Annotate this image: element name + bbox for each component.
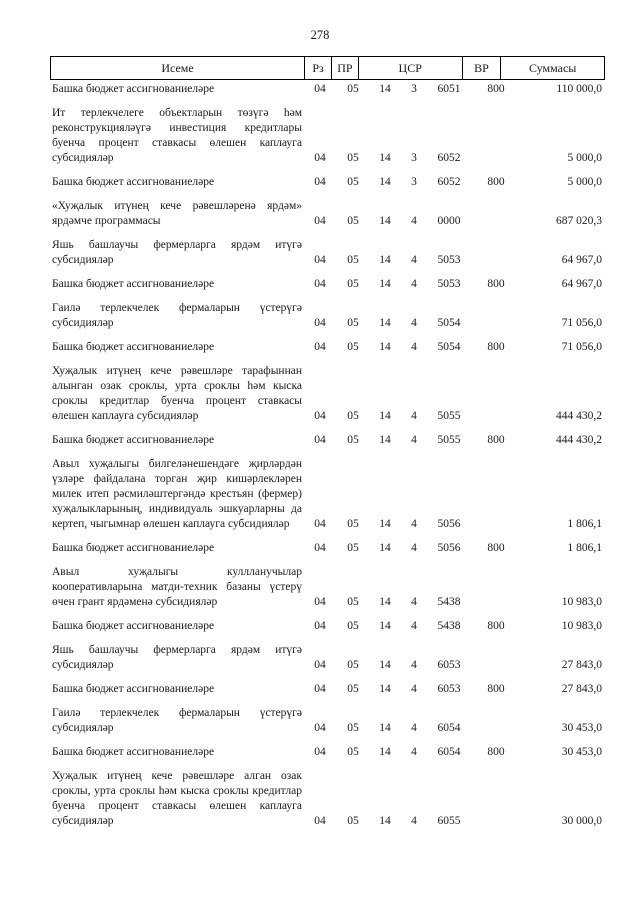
table-row (52, 619, 602, 634)
row-csr-2: 4 (411, 410, 417, 422)
row-csr-2: 4 (411, 722, 417, 734)
row-rz: 04 (314, 620, 326, 632)
row-csr-3: 5053 (437, 278, 461, 290)
row-rz: 04 (314, 746, 326, 758)
row-name: Ит терлекчелеге объектларын төзүгә һәм реконструкцияләүгә инвестиция кредитлары буенча процент ставкасы өлешен каплауга субсидияләр (52, 107, 302, 164)
row-rz: 04 (314, 683, 326, 695)
row-vr: 800 (487, 746, 505, 758)
row-pr: 05 (347, 176, 359, 188)
row-csr-1: 14 (379, 683, 391, 695)
row-pr: 05 (347, 410, 359, 422)
row-sum: 30 453,0 (561, 722, 602, 734)
row-csr-3: 6055 (437, 815, 461, 827)
row-sum: 5 000,0 (567, 176, 602, 188)
row-name: Башка бюджет ассигнованиеләре (52, 434, 215, 446)
row-csr-1: 14 (379, 152, 391, 164)
row-csr-3: 5055 (437, 434, 461, 446)
row-name: Башка бюджет ассигнованиеләре (52, 278, 215, 290)
table-row (52, 364, 602, 424)
row-pr: 05 (347, 152, 359, 164)
row-name: Яшь башлаучы фермерларга ярдәм итүгә субсидияләр (52, 644, 302, 671)
row-csr-1: 14 (379, 215, 391, 227)
row-pr: 05 (347, 815, 359, 827)
row-csr-2: 4 (411, 278, 417, 290)
row-sum: 27 843,0 (561, 683, 602, 695)
row-csr-2: 4 (411, 746, 417, 758)
header-csr: ЦСР (359, 57, 463, 79)
row-csr-3: 6054 (437, 722, 461, 734)
row-pr: 05 (347, 596, 359, 608)
table-row (52, 277, 602, 292)
row-pr: 05 (347, 341, 359, 353)
row-name: Хуҗалык итүнең кече рәвешләре тарафыннан алынган озак сроклы, урта сроклы һәм кыска сроклы кредитлар буенча процент ставкасы өлешен каплауга субсидияләр (52, 365, 302, 422)
row-sum: 687 020,3 (556, 215, 602, 227)
page-number: 278 (310, 28, 330, 42)
row-sum: 1 806,1 (567, 518, 602, 530)
table-row (52, 433, 602, 448)
table-row (52, 541, 602, 556)
row-name: Башка бюджет ассигнованиеләре (52, 176, 215, 188)
row-pr: 05 (347, 317, 359, 329)
row-sum: 64 967,0 (561, 254, 602, 266)
row-csr-1: 14 (379, 83, 391, 95)
row-csr-1: 14 (379, 341, 391, 353)
row-sum: 444 430,2 (556, 434, 602, 446)
row-rz: 04 (314, 659, 326, 671)
row-vr: 800 (487, 176, 505, 188)
row-csr-2: 4 (411, 215, 417, 227)
row-csr-1: 14 (379, 815, 391, 827)
row-pr: 05 (347, 683, 359, 695)
header-sum: Суммасы (529, 60, 577, 75)
row-csr-1: 14 (379, 746, 391, 758)
row-name: Гаилә терлекчелек фермаларын үстерүгә субсидияләр (52, 302, 302, 329)
table-row (52, 769, 602, 829)
row-vr: 800 (487, 434, 505, 446)
row-vr: 800 (487, 683, 505, 695)
header-vr: ВР (463, 57, 502, 79)
row-pr: 05 (347, 746, 359, 758)
row-csr-1: 14 (379, 722, 391, 734)
row-sum: 71 056,0 (561, 317, 602, 329)
row-rz: 04 (314, 434, 326, 446)
row-pr: 05 (347, 254, 359, 266)
row-csr-3: 6054 (437, 746, 461, 758)
row-csr-3: 6052 (437, 152, 461, 164)
table-row (52, 682, 602, 697)
row-name: Башка бюджет ассигнованиеләре (52, 746, 215, 758)
row-csr-1: 14 (379, 410, 391, 422)
row-csr-3: 0000 (437, 215, 461, 227)
table-row (52, 706, 602, 736)
row-csr-2: 3 (411, 152, 417, 164)
row-pr: 05 (347, 659, 359, 671)
row-csr-1: 14 (379, 659, 391, 671)
row-rz: 04 (314, 83, 326, 95)
row-rz: 04 (314, 722, 326, 734)
table-row (52, 643, 602, 673)
row-csr-2: 4 (411, 434, 417, 446)
row-vr: 800 (487, 620, 505, 632)
row-csr-3: 5055 (437, 410, 461, 422)
row-vr: 800 (487, 278, 505, 290)
row-pr: 05 (347, 620, 359, 632)
row-csr-1: 14 (379, 620, 391, 632)
table-body (52, 82, 602, 838)
row-csr-1: 14 (379, 596, 391, 608)
row-csr-2: 4 (411, 254, 417, 266)
row-vr: 800 (487, 83, 505, 95)
row-name: Башка бюджет ассигнованиеләре (52, 83, 215, 95)
row-name: «Хуҗалык итүнең кече рәвешләренә ярдәм» ярдәмче программасы (52, 200, 302, 227)
row-csr-2: 4 (411, 683, 417, 695)
row-name: Башка бюджет ассигнованиеләре (52, 542, 215, 554)
row-name: Гаилә терлекчелек фермаларын үстерүгә субсидияләр (52, 707, 302, 734)
row-csr-1: 14 (379, 278, 391, 290)
row-pr: 05 (347, 722, 359, 734)
row-name: Башка бюджет ассигнованиеләре (52, 620, 215, 632)
row-csr-2: 4 (411, 518, 417, 530)
row-sum: 27 843,0 (561, 659, 602, 671)
row-csr-2: 3 (411, 176, 417, 188)
row-csr-3: 5056 (437, 542, 461, 554)
header-pr: ПР (332, 57, 359, 79)
row-rz: 04 (314, 518, 326, 530)
row-csr-2: 4 (411, 596, 417, 608)
table-row (52, 745, 602, 760)
row-sum: 30 453,0 (561, 746, 602, 758)
row-pr: 05 (347, 542, 359, 554)
row-csr-3: 6051 (437, 83, 461, 95)
row-rz: 04 (314, 815, 326, 827)
row-name: Яшь башлаучы фермерларга ярдәм итүгә субсидияләр (52, 239, 302, 266)
table-row (52, 175, 602, 190)
table-row (52, 457, 602, 532)
row-rz: 04 (314, 317, 326, 329)
table-row (52, 106, 602, 166)
table-row (52, 301, 602, 331)
row-rz: 04 (314, 176, 326, 188)
row-pr: 05 (347, 278, 359, 290)
row-csr-2: 4 (411, 659, 417, 671)
row-csr-3: 5438 (437, 596, 461, 608)
row-sum: 71 056,0 (561, 341, 602, 353)
row-csr-2: 4 (411, 317, 417, 329)
row-csr-3: 6053 (437, 659, 461, 671)
row-rz: 04 (314, 596, 326, 608)
row-rz: 04 (314, 215, 326, 227)
row-pr: 05 (347, 434, 359, 446)
row-csr-3: 5054 (437, 317, 461, 329)
row-csr-3: 5056 (437, 518, 461, 530)
row-sum: 64 967,0 (561, 278, 602, 290)
row-csr-1: 14 (379, 542, 391, 554)
row-rz: 04 (314, 341, 326, 353)
row-name: Авыл хуҗалыгы билгеләнешендәге җирләрдән үзләре файдалана торган җир кишәрлекләрен милек итеп рәсмиләштергәндә крестьян (фермер) хуҗалыкларының, индивидуаль эшкуарларны да кертеп, чыгымнар өлешен каплауга субсидияләр (52, 458, 302, 530)
row-csr-3: 6053 (437, 683, 461, 695)
row-sum: 110 000,0 (556, 83, 602, 95)
table-row (52, 340, 602, 355)
row-csr-2: 4 (411, 620, 417, 632)
row-sum: 30 000,0 (561, 815, 602, 827)
row-sum: 444 430,2 (556, 410, 602, 422)
table-row (52, 565, 602, 610)
header-rz: Рз (305, 57, 332, 79)
row-sum: 1 806,1 (567, 542, 602, 554)
row-pr: 05 (347, 83, 359, 95)
row-vr: 800 (487, 341, 505, 353)
row-rz: 04 (314, 542, 326, 554)
row-csr-1: 14 (379, 254, 391, 266)
row-name: Хуҗалык итүнең кече рәвешләре алган озак сроклы, урта сроклы һәм кыска сроклы кредитлар буенча процент ставкасы өлешен каплауга субсидияләр (52, 770, 302, 827)
row-csr-3: 5053 (437, 254, 461, 266)
row-csr-1: 14 (379, 317, 391, 329)
row-csr-2: 4 (411, 542, 417, 554)
row-rz: 04 (314, 278, 326, 290)
row-vr: 800 (487, 542, 505, 554)
row-csr-3: 6052 (437, 176, 461, 188)
row-csr-2: 4 (411, 341, 417, 353)
row-sum: 5 000,0 (567, 152, 602, 164)
table-header (50, 56, 605, 80)
row-csr-1: 14 (379, 176, 391, 188)
row-csr-3: 5054 (437, 341, 461, 353)
row-name: Башка бюджет ассигнованиеләре (52, 683, 215, 695)
header-name: Исеме (51, 57, 305, 79)
row-rz: 04 (314, 152, 326, 164)
row-rz: 04 (314, 410, 326, 422)
row-csr-2: 4 (411, 815, 417, 827)
row-csr-2: 3 (411, 83, 417, 95)
row-csr-1: 14 (379, 434, 391, 446)
row-csr-1: 14 (379, 518, 391, 530)
table-row (52, 199, 602, 229)
row-pr: 05 (347, 518, 359, 530)
row-sum: 10 983,0 (561, 620, 602, 632)
row-name: Авыл хуҗалыгы куллланучылар кооперативларына матди-техник базаны үстерү өчен грант ярдәменә субсидияләр (52, 566, 302, 608)
row-csr-3: 5438 (437, 620, 461, 632)
row-name: Башка бюджет ассигнованиеләре (52, 341, 215, 353)
table-row (52, 238, 602, 268)
row-rz: 04 (314, 254, 326, 266)
row-sum: 10 983,0 (561, 596, 602, 608)
table-row (52, 82, 602, 97)
row-pr: 05 (347, 215, 359, 227)
